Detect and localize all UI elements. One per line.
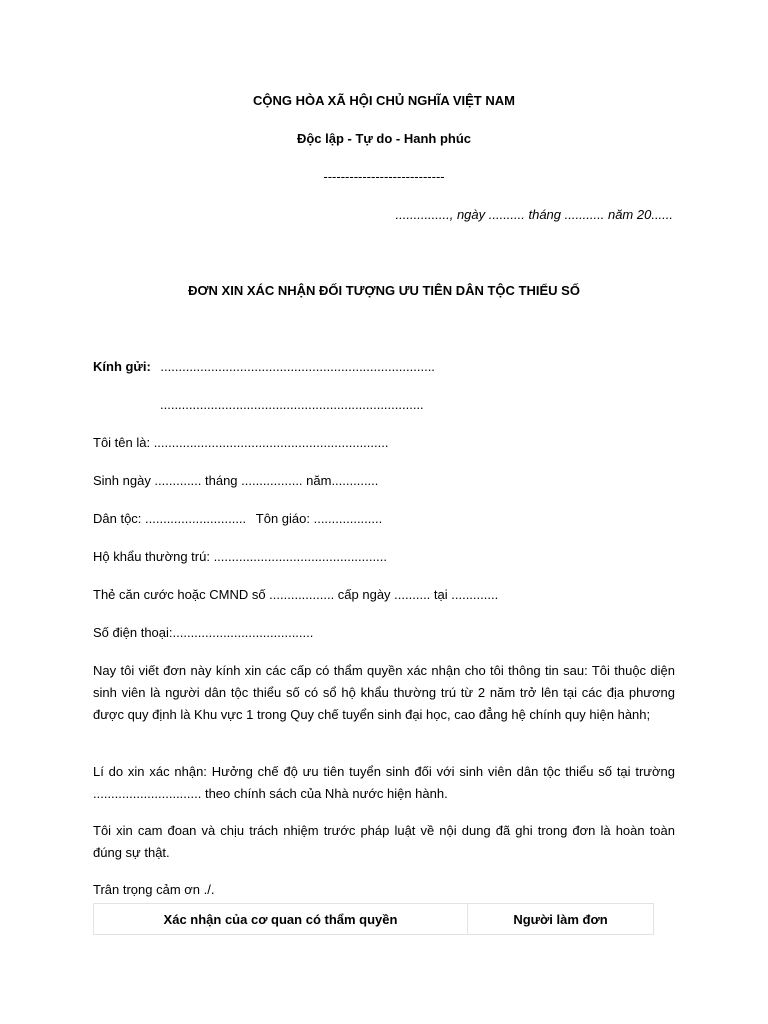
heading-divider: ---------------------------- (323, 169, 445, 184)
field-id-card: Thẻ căn cước hoặc CMND số .................. cấp ngày .......... tại ............. (93, 587, 499, 602)
applicant-column-header: Người làm đơn (468, 904, 654, 935)
closing-line: Trân trọng cảm ơn ./. (93, 882, 215, 897)
recipient-label: Kính gửi: (93, 359, 151, 374)
request-paragraph: Nay tôi viết đơn này kính xin các cấp có thẩm quyền xác nhận cho tôi thông tin sau: Tôi thuộc diện sinh viên là người dân tộc thiểu số có sổ hộ khẩu thường trú từ 2 năm trở lên tại các địa phương được quy định là Khu vực 1 trong Quy chế tuyển sinh đại học, cao đẳng hệ chính quy hiện hành; (93, 663, 675, 722)
signature-header-row (94, 904, 654, 935)
document-title: ĐƠN XIN XÁC NHẬN ĐỐI TƯỢNG ƯU TIÊN DÂN TỘC THIỂU SỐ (188, 283, 580, 298)
motto-heading: Độc lập - Tự do - Hanh phúc (296, 131, 472, 146)
reason-paragraph: Lí do xin xác nhận: Hưởng chế độ ưu tiên tuyển sinh đối với sinh viên dân tộc thiểu số tại trường .............................. theo chính sách của Nhà nước hiện hành. (93, 764, 675, 801)
field-residence: Hộ khẩu thường trú: ................................................ (93, 549, 387, 564)
recipient-row (93, 359, 435, 374)
recipient-line-2: ......................................................................... (160, 397, 424, 412)
signature-table (93, 903, 654, 935)
authority-column-header: Xác nhận của cơ quan có thẩm quyền (94, 904, 468, 935)
country-heading: CỘNG HÒA XÃ HỘI CHỦ NGHĨA VIỆT NAM (253, 93, 515, 108)
date-line: ..............., ngày .......... tháng ........... năm 20...... (395, 207, 673, 222)
recipient-line-1: ............................................................................ (160, 359, 435, 374)
field-name: Tôi tên là: ................................................................. (93, 435, 389, 450)
field-phone: Số điện thoại:....................................... (93, 625, 314, 640)
field-religion: Tôn giáo: ................... (255, 511, 383, 526)
field-birth: Sinh ngày ............. tháng ................. năm............. (93, 473, 379, 488)
field-ethnicity: Dân tộc: ............................ (93, 511, 247, 526)
field-ethnicity-religion (93, 511, 382, 526)
commitment-paragraph: Tôi xin cam đoan và chịu trách nhiệm trước pháp luật về nội dung đã ghi trong đơn là hoàn toàn đúng sự thật. (93, 823, 675, 860)
